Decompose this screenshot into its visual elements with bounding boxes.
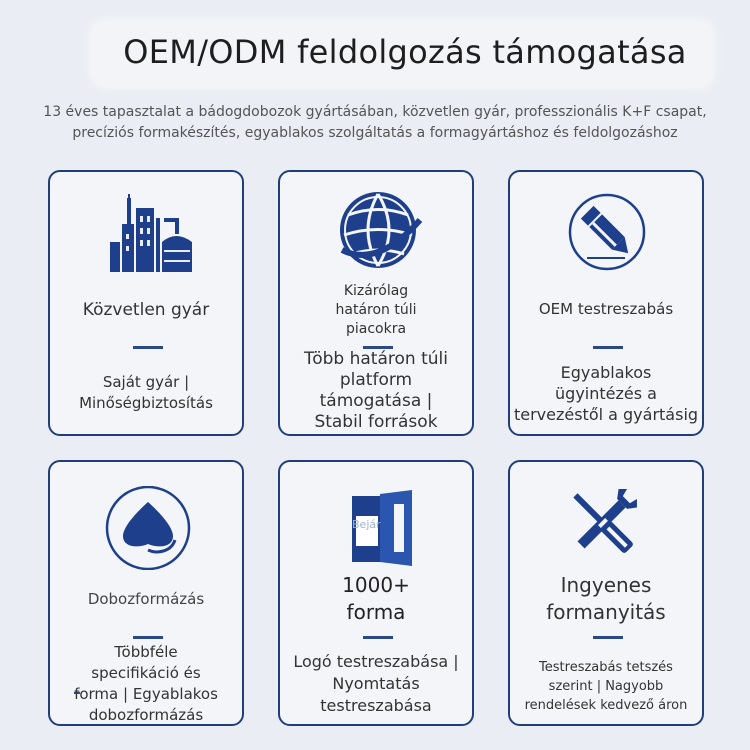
- card-title: [510, 572, 702, 626]
- card-description: [510, 658, 702, 715]
- page-title: OEM/ODM feldolgozás támogatása: [123, 33, 687, 71]
- card-desc-line: támogatása |: [319, 391, 433, 411]
- card-divider: [593, 346, 623, 349]
- card-title-line: határon túli: [335, 302, 417, 318]
- card-desc-line: ügyintézés a: [555, 384, 657, 403]
- feature-card-molds: [278, 460, 474, 726]
- card-title-line: forma: [346, 600, 406, 624]
- door-icon-text: Bejár: [352, 518, 381, 531]
- subtitle-line: 13 éves tapasztalat a bádogdobozok gyártásában, közvetlen gyár, professzionális K+F csapat,: [43, 104, 707, 120]
- card-title-line: 1000+: [342, 573, 410, 597]
- subtitle-line: precíziós formakészítés, egyablakos szolgáltatás a formagyártáshoz és feldolgozáshoz: [72, 125, 678, 141]
- card-desc-line: Nyomtatás: [332, 674, 420, 693]
- card-desc-line: Több határon túli: [304, 349, 448, 369]
- card-desc-line: tervezéstől a gyártásig: [513, 405, 699, 424]
- feature-card-box-forming: [48, 460, 244, 726]
- factory-icon: [108, 194, 194, 274]
- card-desc-line: Testreszabás tetszés: [539, 660, 673, 675]
- card-title-line: Ingyenes: [560, 573, 652, 597]
- card-title-line: piacokra: [345, 321, 407, 337]
- card-description: [280, 349, 472, 433]
- card-title-line: OEM testreszabás: [538, 300, 674, 318]
- feature-card-cross-border: [278, 170, 474, 436]
- card-divider: [133, 346, 163, 349]
- feature-card-factory: [48, 170, 244, 436]
- card-description: [280, 651, 472, 717]
- feature-card-free-mold: [508, 460, 704, 726]
- card-divider: [593, 636, 623, 639]
- card-title-line: Kizárólag: [343, 283, 409, 299]
- card-title: [280, 572, 472, 626]
- card-desc-line: Saját gyár |: [102, 373, 190, 391]
- card-description: [50, 372, 242, 414]
- pencil-icon: [567, 192, 647, 272]
- card-divider: [363, 636, 393, 639]
- card-desc-line: specifikáció és: [91, 664, 201, 682]
- card-desc-line: Többféle: [114, 643, 178, 661]
- card-desc-line: testreszabása: [320, 696, 432, 715]
- card-desc-line: rendelések kedvező áron: [524, 698, 688, 713]
- globe-icon: [334, 190, 422, 272]
- card-desc-line: forma | Egyablakos: [74, 685, 218, 703]
- feature-card-oem: [508, 170, 704, 436]
- card-desc-line: platform: [339, 370, 413, 390]
- card-title-line: Közvetlen gyár: [82, 300, 210, 320]
- card-desc-line: Stabil források: [314, 412, 438, 432]
- heart-shape-icon: [105, 486, 191, 570]
- card-title-line: Dobozformázás: [87, 590, 205, 608]
- card-description: [510, 362, 702, 425]
- card-title: [50, 590, 242, 608]
- card-title: [510, 300, 702, 318]
- card-divider: [133, 636, 163, 639]
- door-icon: [350, 490, 420, 566]
- card-desc-line: Logó testreszabása |: [293, 652, 459, 671]
- card-title: [50, 300, 242, 320]
- card-title-line: formanyitás: [546, 600, 666, 624]
- card-desc-line: szerint | Nagyobb: [548, 679, 664, 694]
- card-desc-line: Minőségbiztosítás: [79, 394, 213, 412]
- page-subtitle: [0, 102, 750, 144]
- tools-icon: [560, 482, 646, 564]
- card-description: [50, 642, 242, 726]
- card-desc-line: Egyablakos: [560, 363, 652, 382]
- card-title: [280, 282, 472, 339]
- card-desc-line: dobozformázás: [88, 706, 204, 724]
